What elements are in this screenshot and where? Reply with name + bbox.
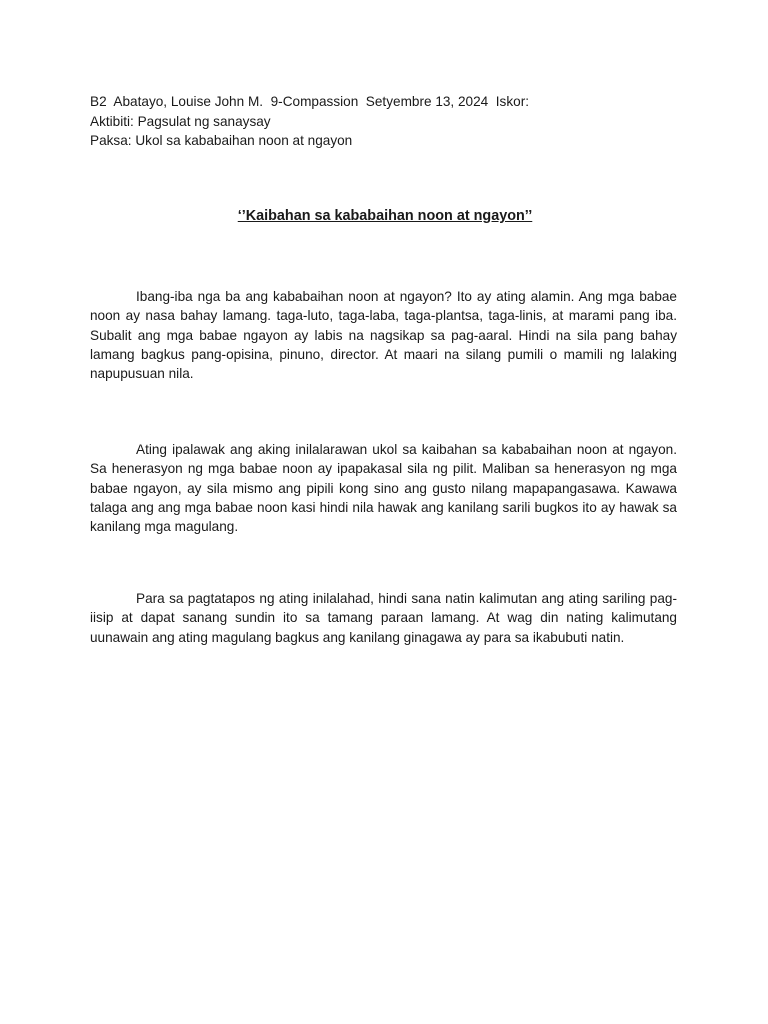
essay-paragraph-2: Ating ipalawak ang aking inilalarawan ukol sa kaibahan sa kababaihan noon at ngayon. Sa henerasyon ng mga babae noon ay ipapakasal sila ng pilit. Maliban sa henerasyon ng mga babae ngayon, ay sila mismo ang pipili kong sino ang gusto nilang mapapangasawa. Kawawa talaga ang ang mga babae noon kasi hindi nila hawak ang kanilang sarili bugkos ito ay hawak sa kanilang mga magulang. bbox=[90, 442, 677, 535]
student-info-line: B2 Abatayo, Louise John M. 9-Compassion Setyembre 13, 2024 Iskor: bbox=[90, 94, 530, 109]
essay-paragraph-1: Ibang-iba nga ba ang kababaihan noon at ngayon? Ito ay ating alamin. Ang mga babae noon ay nasa bahay lamang. taga-luto, taga-laba, taga-plantsa, taga-linis, at marami pang iba. Subalit ang mga babae ngayon ay labis na nagsikap sa pag-aaral. Hindi na sila pang bahay lamang bagkus pang-opisina, pinuno, director. At maari na silang pumili o mamili ng lalaking napupusuan nila. bbox=[90, 289, 677, 382]
essay-title: ‘’Kaibahan sa kababaihan noon at ngayon’’ bbox=[237, 208, 533, 224]
document-header bbox=[90, 92, 680, 151]
essay-paragraph-3: Para sa pagtatapos ng ating inilalahad, hindi sana natin kalimutan ang ating sariling pag-iisip at dapat sanang sundin ito sa tamang paraan lamang. At wag din nating kalimutang uunawain ang ating magulang bagkus ang kanilang ginagawa ay para sa ikabubuti natin. bbox=[90, 591, 677, 645]
topic-line: Paksa: Ukol sa kababaihan noon at ngayon bbox=[90, 133, 353, 148]
activity-line: Aktibiti: Pagsulat ng sanaysay bbox=[90, 113, 271, 129]
